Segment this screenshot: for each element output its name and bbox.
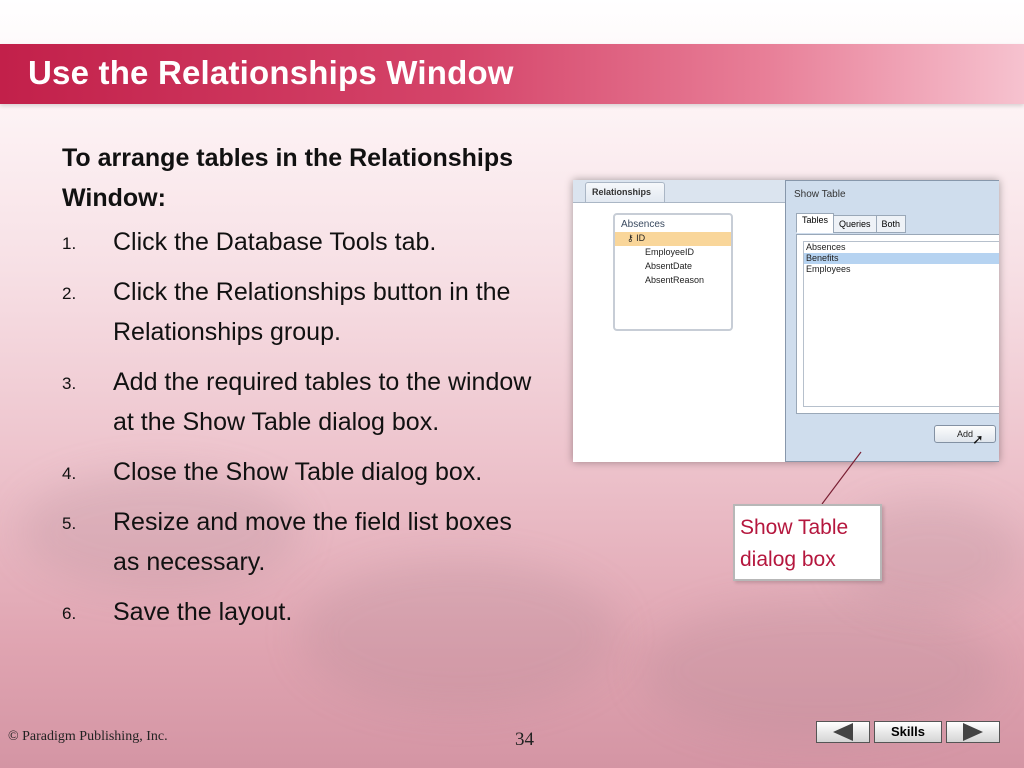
previous-button[interactable] [816,721,870,743]
dialog-panel [796,234,999,414]
add-button: Add [934,425,996,443]
slide-body [62,138,542,642]
tab-both: Both [876,215,907,233]
field-list-box [613,213,733,331]
list-item [62,362,542,442]
lead-heading: To arrange tables in the Relationships Window: [62,144,514,212]
relationships-tab: Relationships [585,182,665,202]
field-row: AbsentReason [645,275,705,285]
step-number: 3. [62,374,77,393]
steps-list [62,222,542,632]
tab-tables: Tables [796,213,834,233]
list-item: Absences [806,242,846,252]
triangle-right-icon [963,723,983,741]
tab-queries: Queries [833,215,877,233]
slide-navigation [816,721,1002,745]
step-number: 4. [62,464,77,483]
step-text: Save the layout. [113,598,293,626]
step-number: 2. [62,284,77,303]
table-list [803,241,999,407]
list-item [62,592,542,632]
step-number: 6. [62,604,77,623]
next-button[interactable] [946,721,1000,743]
field-list-title: Absences [621,219,665,230]
field-row-primary-key [615,232,731,246]
dialog-title: Show Table [794,189,846,200]
step-text: Add the required tables to the window at the Show Table dialog box. [113,368,532,436]
field-row: EmployeeID [645,247,695,257]
step-number: 1. [62,234,77,253]
field-name: ID [636,233,646,243]
copyright-text: © Paradigm Publishing, Inc. [8,729,168,744]
key-icon: ⚷ [627,233,637,243]
step-number: 5. [62,514,77,533]
page-number: 34 [515,729,534,750]
step-text: Resize and move the field list boxes as necessary. [113,508,512,576]
slide-title: Use the Relationships Window [28,54,514,91]
skills-button[interactable]: Skills [874,721,942,743]
relationships-screenshot [573,180,999,462]
step-text: Close the Show Table dialog box. [113,458,483,486]
step-text: Click the Relationships button in the Relationships group. [113,278,511,346]
list-item-selected: Benefits [804,253,999,264]
show-table-dialog [785,180,999,462]
cloud-decoration [640,600,1000,740]
callout-label: Show Table dialog box [733,504,882,581]
dialog-tabs [796,215,905,233]
list-item [62,452,542,492]
list-item [62,502,542,582]
triangle-left-icon [833,723,853,741]
title-bar [0,44,1024,104]
step-text: Click the Database Tools tab. [113,228,437,256]
list-item: Employees [806,264,851,274]
list-item [62,272,542,352]
list-item [62,222,542,262]
mouse-pointer-icon: ➚ [972,431,984,447]
field-row: AbsentDate [645,261,693,271]
